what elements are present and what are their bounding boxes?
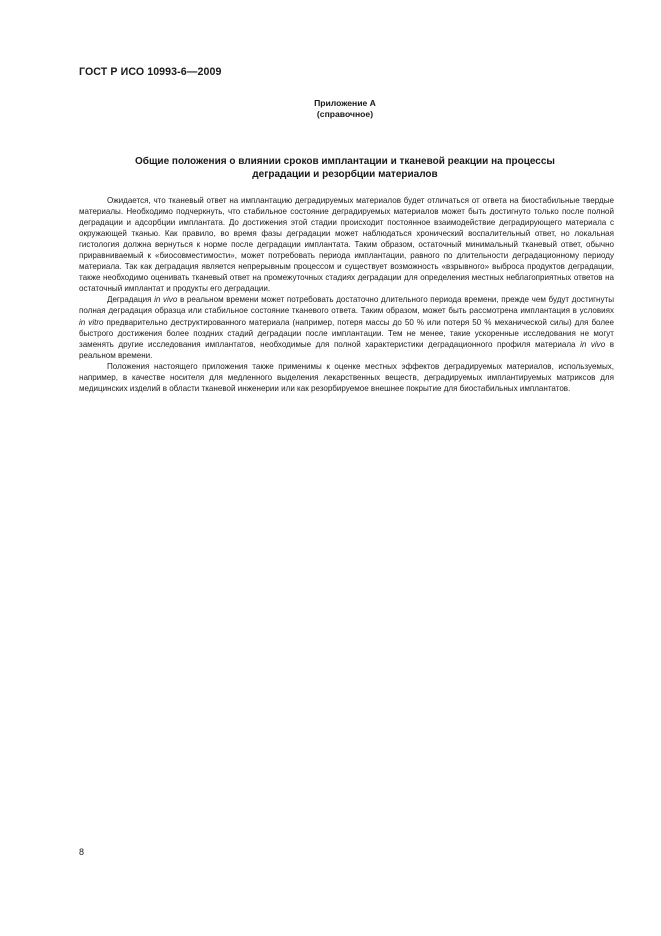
paragraph-2-term-in-vivo: in vivo <box>154 295 178 305</box>
paragraph-2 <box>79 294 614 360</box>
section-title <box>90 155 600 181</box>
appendix-label: Приложение А <box>314 98 376 108</box>
appendix-type: (справочное) <box>316 109 374 119</box>
paragraph-2-part-1: Деградация <box>107 295 155 305</box>
section-title-line-2: деградации и резорбции материалов <box>252 169 438 180</box>
paragraph-1: Ожидается, что тканевый ответ на имплантацию деградируемых материалов будет отличаться от ответа на биостабильные твердые материалы. Необходимо подчеркнуть, что стабильное состояние деградируемых материалов может быть достигнуто только после полной деградации и адсорбции имплантата. До достижения этой стадии происходит постоянное взаимодействие деградирующего материала с окружающей тканью. Как правило, во время фазы деградации может наблюдаться хронический воспалительный ответ, но локальная гистология должна вернуться к норме после деградации имплантата. Таким образом, остаточный минимальный тканевый ответ, обычно приравниваемый к «биосовместимости», может потребовать периода имплантации, равного по длительности деградационному периоду материала. Так как деградация является непрерывным процессом и существует возможность «взрывного» выброса продуктов деградации, также необходимо оценивать тканевый ответ на промежуточных стадиях деградации для определения местных неблагоприятных ответов на остаточный имплантат и продукты его деградации. <box>79 196 614 294</box>
paragraph-2-part-2: в реальном времени может потребовать достаточно длительного периода времени, прежде чем будут достигнуты полная деградация образца или стабильное состояние тканевого ответа. Таким образом, может быть рассмотрена имплантация в условиях <box>79 295 614 316</box>
page-number: 8 <box>79 847 85 857</box>
appendix-heading <box>250 98 440 120</box>
paragraph-2-part-3: предварительно деструктированного материала (например, потеря массы до 50 % или потеря 50 % механической силы) для более быстрого достижения более поздних стадий деградации после имплантации. Тем не менее, такие ускоренные исследования не могут заменять другие исследования имплантатов, необходимые для полной характеристики деградационного профиля материала <box>79 317 615 349</box>
paragraph-3: Положения настоящего приложения также применимы к оценке местных эффектов деградируемых материалов, используемых, например, в качестве носителя для медленного выделения лекарственных веществ, деградируемых имплантируемых матриксов для медицинских изделий в области тканевой инженерии или как резорбируемое внешнее покрытие для биостабильных имплантатов. <box>79 361 614 393</box>
body-text <box>79 195 614 394</box>
document-id-header: ГОСТ Р ИСО 10993-6—2009 <box>79 66 222 78</box>
paragraph-2-part-4: в реальном времени. <box>79 339 615 360</box>
section-title-line-1: Общие положения о влиянии сроков имплантации и тканевой реакции на процессы <box>135 156 555 167</box>
paragraph-2-term-in-vitro: in vitro <box>79 317 104 327</box>
paragraph-2-term-in-vivo-2: in vivo <box>580 339 606 349</box>
